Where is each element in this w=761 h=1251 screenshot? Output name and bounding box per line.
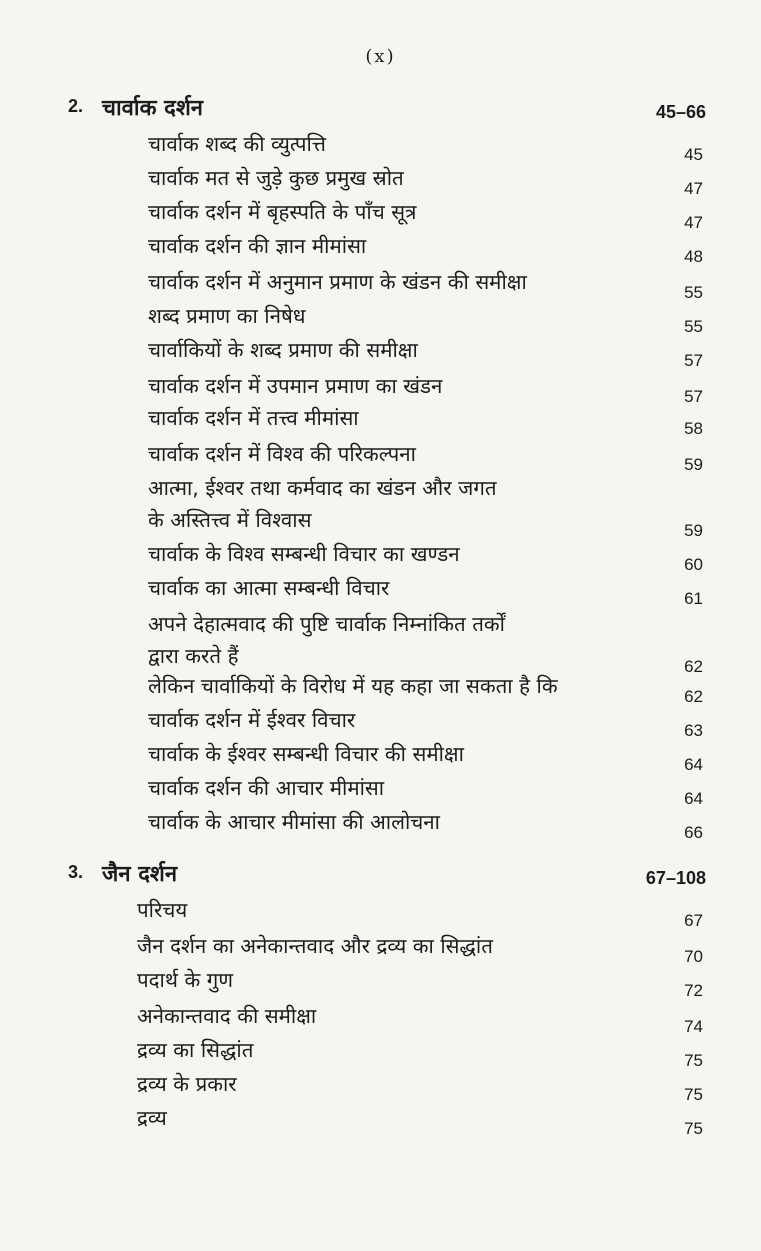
toc-entry-page: 58 xyxy=(684,419,703,438)
toc-entry-title: चार्वाक शब्द की व्युत्पत्ति xyxy=(148,132,326,156)
toc-entry-title: चार्वाक के विश्व सम्बन्धी विचार का खण्डन xyxy=(148,542,460,566)
toc-entry-page: 47 xyxy=(684,213,703,232)
toc-entry-page: 47 xyxy=(684,179,703,198)
section-title: जैन दर्शन xyxy=(102,862,178,887)
toc-entry-title: अनेकान्तवाद की समीक्षा xyxy=(137,1004,317,1028)
toc-entry-page: 75 xyxy=(684,1119,703,1138)
toc-entry-page: 55 xyxy=(684,283,703,302)
toc-entry-page: 57 xyxy=(684,351,703,370)
toc-entry-page: 64 xyxy=(684,789,703,808)
toc-entry-page: 70 xyxy=(684,947,703,966)
toc-entry-page: 55 xyxy=(684,317,703,336)
toc-entry-title: चार्वाक दर्शन में बृहस्पति के पाँच सूत्र xyxy=(148,200,417,224)
toc-entry-title: चार्वाक दर्शन में ईश्वर विचार xyxy=(148,708,356,732)
toc-entry-title: के अस्तित्त्व में विश्वास xyxy=(148,508,312,532)
toc-entry-title: चार्वाक के ईश्वर सम्बन्धी विचार की समीक्षा xyxy=(148,742,464,766)
section-number: 2. xyxy=(68,96,84,116)
toc-entry-page: 74 xyxy=(684,1017,703,1036)
toc-entry-page: 75 xyxy=(684,1085,703,1104)
toc-entry-page: 59 xyxy=(684,455,703,474)
toc-entry-title: अपने देहात्मवाद की पुष्टि चार्वाक निम्नांकित तर्कों xyxy=(148,612,505,636)
toc-entry-title: चार्वाक दर्शन में उपमान प्रमाण का खंडन xyxy=(148,374,443,398)
toc-entry-title: चार्वाक के आचार मीमांसा की आलोचना xyxy=(148,810,440,834)
toc-entry-title: द्वारा करते हैं xyxy=(148,644,239,668)
toc-entry-page: 75 xyxy=(684,1051,703,1070)
section-page-range: 67–108 xyxy=(645,868,706,888)
toc-entry-page: 59 xyxy=(684,521,703,540)
toc-entry-title: चार्वाक दर्शन में विश्व की परिकल्पना xyxy=(148,442,416,466)
toc-entry-page: 67 xyxy=(684,911,703,930)
toc-entry-page: 63 xyxy=(684,721,703,740)
toc-entry-title: द्रव्य xyxy=(137,1106,167,1130)
toc-entry-title: चार्वाक दर्शन की ज्ञान मीमांसा xyxy=(148,234,367,258)
toc-entry-title: आत्मा, ईश्वर तथा कर्मवाद का खंडन और जगत xyxy=(148,476,497,500)
toc-entry-page: 45 xyxy=(684,145,703,164)
toc-entry-page: 57 xyxy=(684,387,703,406)
toc-entry-title: द्रव्य का सिद्धांत xyxy=(137,1038,254,1062)
toc-entry-title: चार्वाक का आत्मा सम्बन्धी विचार xyxy=(148,576,390,600)
toc-entry-page: 60 xyxy=(684,555,703,574)
toc-entry-page: 62 xyxy=(684,657,703,676)
section-page-range: 45–66 xyxy=(655,102,706,122)
section-heading xyxy=(0,858,761,898)
toc-entry-page: 61 xyxy=(684,589,703,608)
section-number: 3. xyxy=(68,862,84,882)
toc-entry-page: 72 xyxy=(684,981,703,1000)
toc-entry-title: पदार्थ के गुण xyxy=(137,968,234,992)
toc-entry-title: चार्वाक दर्शन की आचार मीमांसा xyxy=(148,776,385,800)
page-number-header: (x) xyxy=(365,46,396,67)
toc-entry-title: द्रव्य के प्रकार xyxy=(137,1072,237,1096)
toc-entry-page: 62 xyxy=(684,687,703,706)
section-heading xyxy=(0,92,761,132)
toc-entry-page: 64 xyxy=(684,755,703,774)
toc-entry-title: चार्वाक दर्शन में अनुमान प्रमाण के खंडन की समीक्षा xyxy=(148,270,527,294)
toc-entry-title: चार्वाकियों के शब्द प्रमाण की समीक्षा xyxy=(148,338,418,362)
toc-entry-page: 48 xyxy=(684,247,703,266)
toc-entry-title: चार्वाक दर्शन में तत्त्व मीमांसा xyxy=(148,406,359,430)
toc-entry-title: चार्वाक मत से जुड़े कुछ प्रमुख स्रोत xyxy=(148,166,404,190)
section-title: चार्वाक दर्शन xyxy=(102,96,204,121)
toc-entry-page: 66 xyxy=(684,823,703,842)
toc-entry-title: जैन दर्शन का अनेकान्तवाद और द्रव्य का सिद्धांत xyxy=(137,934,493,958)
toc-entry-title: परिचय xyxy=(137,898,188,922)
toc-entry-title: शब्द प्रमाण का निषेध xyxy=(148,304,306,328)
toc-entry-title: लेकिन चार्वाकियों के विरोध में यह कहा जा सकता है कि xyxy=(148,674,558,698)
